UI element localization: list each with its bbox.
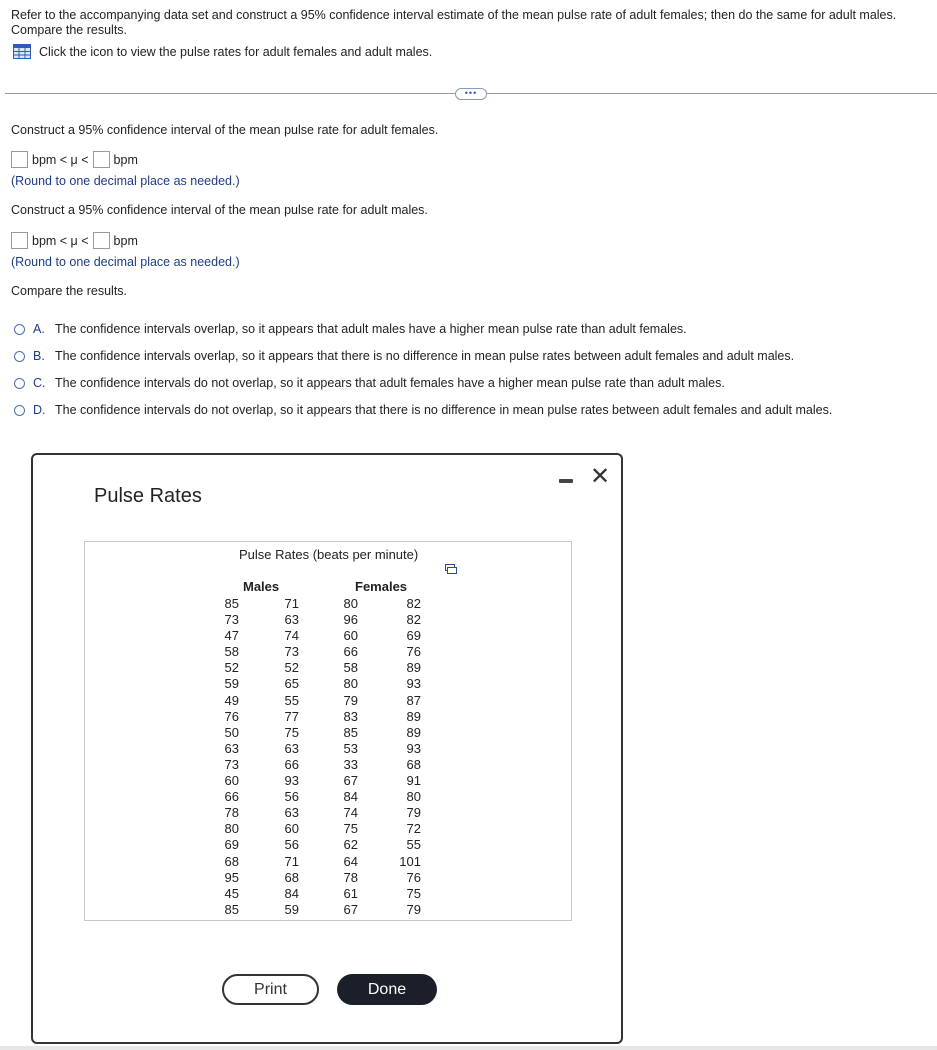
table-cell: 67 [343, 901, 358, 917]
males-column-1 [221, 596, 239, 918]
done-button[interactable]: Done [337, 974, 437, 1005]
table-cell: 71 [284, 596, 299, 611]
radio-b[interactable] [14, 351, 25, 362]
males-lower-input[interactable] [11, 232, 28, 249]
table-cell: 84 [343, 789, 358, 805]
table-cell: 59 [224, 676, 239, 692]
table-cell: 56 [284, 789, 299, 805]
table-cell: 66 [343, 644, 358, 660]
table-cell: 53 [343, 740, 358, 756]
choice-c[interactable] [14, 376, 725, 390]
table-caption: Pulse Rates (beats per minute) [239, 547, 419, 562]
radio-d[interactable] [14, 405, 25, 416]
table-cell: 78 [343, 869, 358, 885]
table-cell: 50 [224, 724, 239, 740]
table-cell: 63 [284, 805, 299, 821]
males-unit-left: bpm < μ < [32, 233, 89, 248]
table-cell: 85 [224, 901, 239, 917]
table-cell: 75 [343, 821, 358, 837]
table-cell: 89 [406, 724, 421, 740]
question-females: Construct a 95% confidence interval of the mean pulse rate for adult females. [11, 123, 439, 137]
females-unit-right: bpm [113, 152, 138, 167]
table-cell: 49 [224, 692, 239, 708]
table-cell: 74 [284, 628, 299, 644]
data-set-link[interactable] [13, 44, 432, 59]
intro-text: Refer to the accompanying data set and construct a 95% confidence interval estimate of the mean pulse rate of adult females; then do the same for adult males. Compare the results. [11, 8, 897, 37]
table-cell: 76 [224, 708, 239, 724]
minimize-icon[interactable] [559, 479, 573, 483]
table-cell: 85 [224, 596, 239, 611]
table-cell: 64 [343, 853, 358, 869]
table-cell: 80 [406, 789, 421, 805]
table-cell: 91 [406, 773, 421, 789]
table-cell: 79 [406, 901, 421, 917]
males-upper-input[interactable] [93, 232, 110, 249]
icon-instruction: Click the icon to view the pulse rates for adult females and adult males. [39, 44, 433, 59]
table-cell: 74 [343, 805, 358, 821]
table-cell: 79 [343, 692, 358, 708]
choice-b-letter: B. [33, 349, 45, 363]
table-cell: 52 [284, 660, 299, 676]
table-cell: 69 [406, 628, 421, 644]
table-cell: 60 [224, 773, 239, 789]
radio-c[interactable] [14, 378, 25, 389]
table-cell: 33 [343, 756, 358, 772]
print-button[interactable]: Print [222, 974, 319, 1005]
table-cell: 73 [284, 644, 299, 660]
choice-a-letter: A. [33, 322, 45, 336]
table-cell: 63 [224, 740, 239, 756]
table-cell: 78 [224, 805, 239, 821]
females-header: Females [355, 579, 408, 594]
table-cell: 61 [343, 885, 358, 901]
table-cell: 63 [284, 612, 299, 628]
table-cell: 80 [343, 676, 358, 692]
table-cell: 58 [343, 660, 358, 676]
males-hint: (Round to one decimal place as needed.) [11, 255, 240, 269]
females-column-2 [397, 596, 421, 918]
choice-a[interactable] [14, 322, 687, 336]
choice-c-letter: C. [33, 376, 46, 390]
table-cell: 69 [224, 837, 239, 853]
table-cell: 96 [343, 612, 358, 628]
copy-icon[interactable] [445, 564, 457, 574]
compare-prompt: Compare the results. [11, 284, 128, 298]
choice-a-text: The confidence intervals overlap, so it appears that adult males have a higher mean pulse rate than adult females. [55, 322, 687, 336]
table-grid-icon[interactable] [13, 44, 31, 59]
table-cell: 68 [406, 756, 421, 772]
table-cell: 89 [406, 660, 421, 676]
dialog-title: Pulse Rates [94, 485, 202, 507]
table-cell: 76 [406, 644, 421, 660]
table-cell: 67 [343, 773, 358, 789]
table-cell: 79 [406, 805, 421, 821]
table-cell: 83 [343, 708, 358, 724]
close-icon[interactable]: ✕ [590, 463, 611, 490]
table-cell: 75 [406, 885, 421, 901]
table-cell: 73 [224, 612, 239, 628]
table-cell: 45 [224, 885, 239, 901]
table-cell: 68 [224, 853, 239, 869]
pulse-rates-dialog [31, 453, 623, 1044]
choice-d[interactable] [14, 403, 832, 417]
table-cell: 77 [284, 708, 299, 724]
choice-c-text: The confidence intervals do not overlap, so it appears that adult females have a higher mean pulse rate than adult males. [55, 376, 725, 390]
question-males: Construct a 95% confidence interval of the mean pulse rate for adult males. [11, 203, 428, 217]
table-cell: 60 [284, 821, 299, 837]
table-cell: 47 [224, 628, 239, 644]
males-header: Males [243, 579, 280, 594]
table-cell: 63 [284, 740, 299, 756]
table-cell: 80 [343, 596, 358, 611]
choice-b[interactable] [14, 349, 794, 363]
choice-d-text: The confidence intervals do not overlap, so it appears that there is no difference in mean pulse rates between adult females and adult males. [55, 403, 833, 417]
table-cell: 93 [406, 740, 421, 756]
table-cell: 95 [224, 869, 239, 885]
table-cell: 101 [399, 853, 421, 869]
females-answer-line [11, 151, 142, 168]
table-cell: 87 [406, 692, 421, 708]
females-upper-input[interactable] [93, 151, 110, 168]
males-unit-right: bpm [113, 233, 138, 248]
males-column-2 [281, 596, 299, 918]
table-cell: 58 [224, 644, 239, 660]
table-cell: 52 [224, 660, 239, 676]
radio-a[interactable] [14, 324, 25, 335]
table-cell: 66 [224, 789, 239, 805]
table-cell: 66 [284, 756, 299, 772]
table-cell: 59 [284, 901, 299, 917]
females-lower-input[interactable] [11, 151, 28, 168]
females-hint: (Round to one decimal place as needed.) [11, 174, 240, 188]
males-answer-line [11, 232, 142, 249]
table-cell: 93 [284, 773, 299, 789]
bottom-scrollbar [0, 1046, 937, 1050]
table-cell: 72 [406, 821, 421, 837]
table-cell: 75 [284, 724, 299, 740]
table-cell: 93 [406, 676, 421, 692]
females-column-1 [340, 596, 358, 918]
table-cell: 65 [284, 676, 299, 692]
table-cell: 76 [406, 869, 421, 885]
table-cell: 82 [406, 596, 421, 611]
choice-d-letter: D. [33, 403, 46, 417]
table-cell: 60 [343, 628, 358, 644]
table-cell: 84 [284, 885, 299, 901]
table-cell: 55 [284, 692, 299, 708]
table-cell: 62 [343, 837, 358, 853]
table-cell: 55 [406, 837, 421, 853]
table-cell: 80 [224, 821, 239, 837]
data-table [84, 541, 572, 921]
table-cell: 85 [343, 724, 358, 740]
table-cell: 82 [406, 612, 421, 628]
table-cell: 68 [284, 869, 299, 885]
table-cell: 73 [224, 756, 239, 772]
table-cell: 56 [284, 837, 299, 853]
females-unit-left: bpm < μ < [32, 152, 89, 167]
more-options-button[interactable]: ••• [455, 88, 487, 100]
choice-b-text: The confidence intervals overlap, so it appears that there is no difference in mean pulse rates between adult females and adult males. [55, 349, 795, 363]
table-cell: 71 [284, 853, 299, 869]
table-cell: 89 [406, 708, 421, 724]
